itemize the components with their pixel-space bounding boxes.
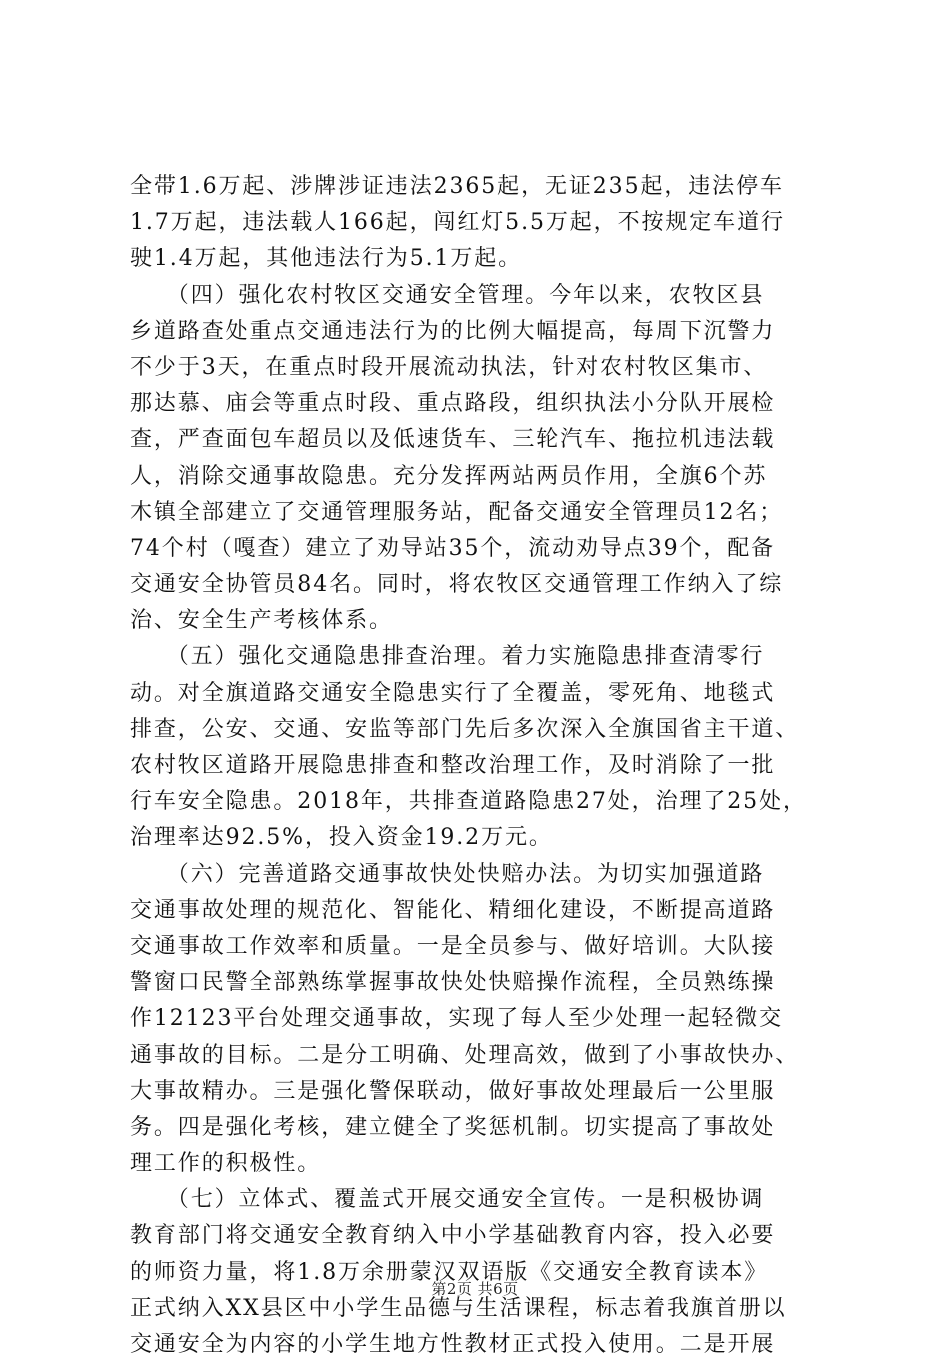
text-line: 的师资力量，将1.8万余册蒙汉双语版《交通安全教育读本》 [130,1259,769,1285]
page-footer [0,1278,950,1299]
document-body [130,169,830,1363]
text-line: 查，严查面包车超员以及低速货车、三轮汽车、拖拉机违法载 [130,427,776,453]
text-line: 1.7万起，违法载人166起，闯红灯5.5万起，不按规定车道行 [130,210,785,236]
text-line: （六）完善道路交通事故快处快赔办法。为切实加强道路 [130,861,765,887]
text-line: （七）立体式、覆盖式开展交通安全宣传。一是积极协调 [130,1187,765,1213]
text-line: 人，消除交通事故隐患。充分发挥两站两员作用，全旗6个苏 [130,463,768,489]
text-line: 全带1.6万起、涉牌涉证违法2365起，无证235起，违法停车 [130,174,784,199]
text-line: 交通事故工作效率和质量。一是全员参与、做好培训。大队接 [130,933,776,959]
text-line: 交通安全协管员84名。同时，将农牧区交通管理工作纳入了综 [130,572,784,598]
text-line: 治、安全生产考核体系。 [130,608,393,634]
text-line: 理工作的积极性。 [130,1151,322,1177]
text-line: 动。对全旗道路交通安全隐患实行了全覆盖，零死角、地毯式 [130,680,776,706]
text-line: 不少于3天，在重点时段开展流动执法，针对农村牧区集市、 [130,354,768,380]
text-line: 交通安全为内容的小学生地方性教材正式投入使用。二是开展 [130,1332,776,1357]
text-line: 驶1.4万起，其他违法行为5.1万起。 [130,246,523,272]
text-line: 农村牧区道路开展隐患排查和整改治理工作，及时消除了一批 [130,753,776,778]
text-line: （四）强化农村牧区交通安全管理。今年以来，农牧区县 [130,282,765,308]
text-line: 74个村（嘎查）建立了劝导站35个，流动劝导点39个，配备 [130,535,776,561]
text-line: 排查，公安、交通、安监等部门先后多次深入全旗国省主干道、 [130,716,800,742]
text-line: 警窗口民警全部熟练掌握事故快处快赔操作流程，全员熟练操 [130,970,776,996]
text-line: 乡道路查处重点交通违法行为的比例大幅提高，每周下沉警力 [130,318,776,344]
text-line: （五）强化交通隐患排查治理。着力实施隐患排查清零行 [130,644,765,670]
text-line: 正式纳入XX县区中小学生品德与生活课程，标志着我旗首册以 [130,1295,787,1321]
text-line: 作12123平台处理交通事故，实现了每人至少处理一起轻微交 [130,1006,784,1032]
text-line: 行车安全隐患。2018年，共排查道路隐患27处，治理了25处， [130,789,807,815]
text-line: 那达慕、庙会等重点时段、重点路段，组织执法小分队开展检 [130,391,776,417]
text-line: 教育部门将交通安全教育纳入中小学基础教育内容，投入必要 [130,1223,776,1249]
text-line: 大事故精办。三是强化警保联动，做好事故处理最后一公里服 [130,1078,776,1104]
text-line: 治理率达92.5%，投入资金19.2万元。 [130,825,553,851]
text-line: 务。四是强化考核，建立健全了奖惩机制。切实提高了事故处 [130,1114,776,1140]
text-line: 交通事故处理的规范化、智能化、精细化建设，不断提高道路 [130,897,776,923]
text-line: 木镇全部建立了交通管理服务站，配备交通安全管理员12名； [130,499,784,525]
text-line: 通事故的目标。二是分工明确、处理高效，做到了小事故快办、 [130,1042,800,1068]
page-number-label: 第2页 共6页 [431,1280,519,1298]
